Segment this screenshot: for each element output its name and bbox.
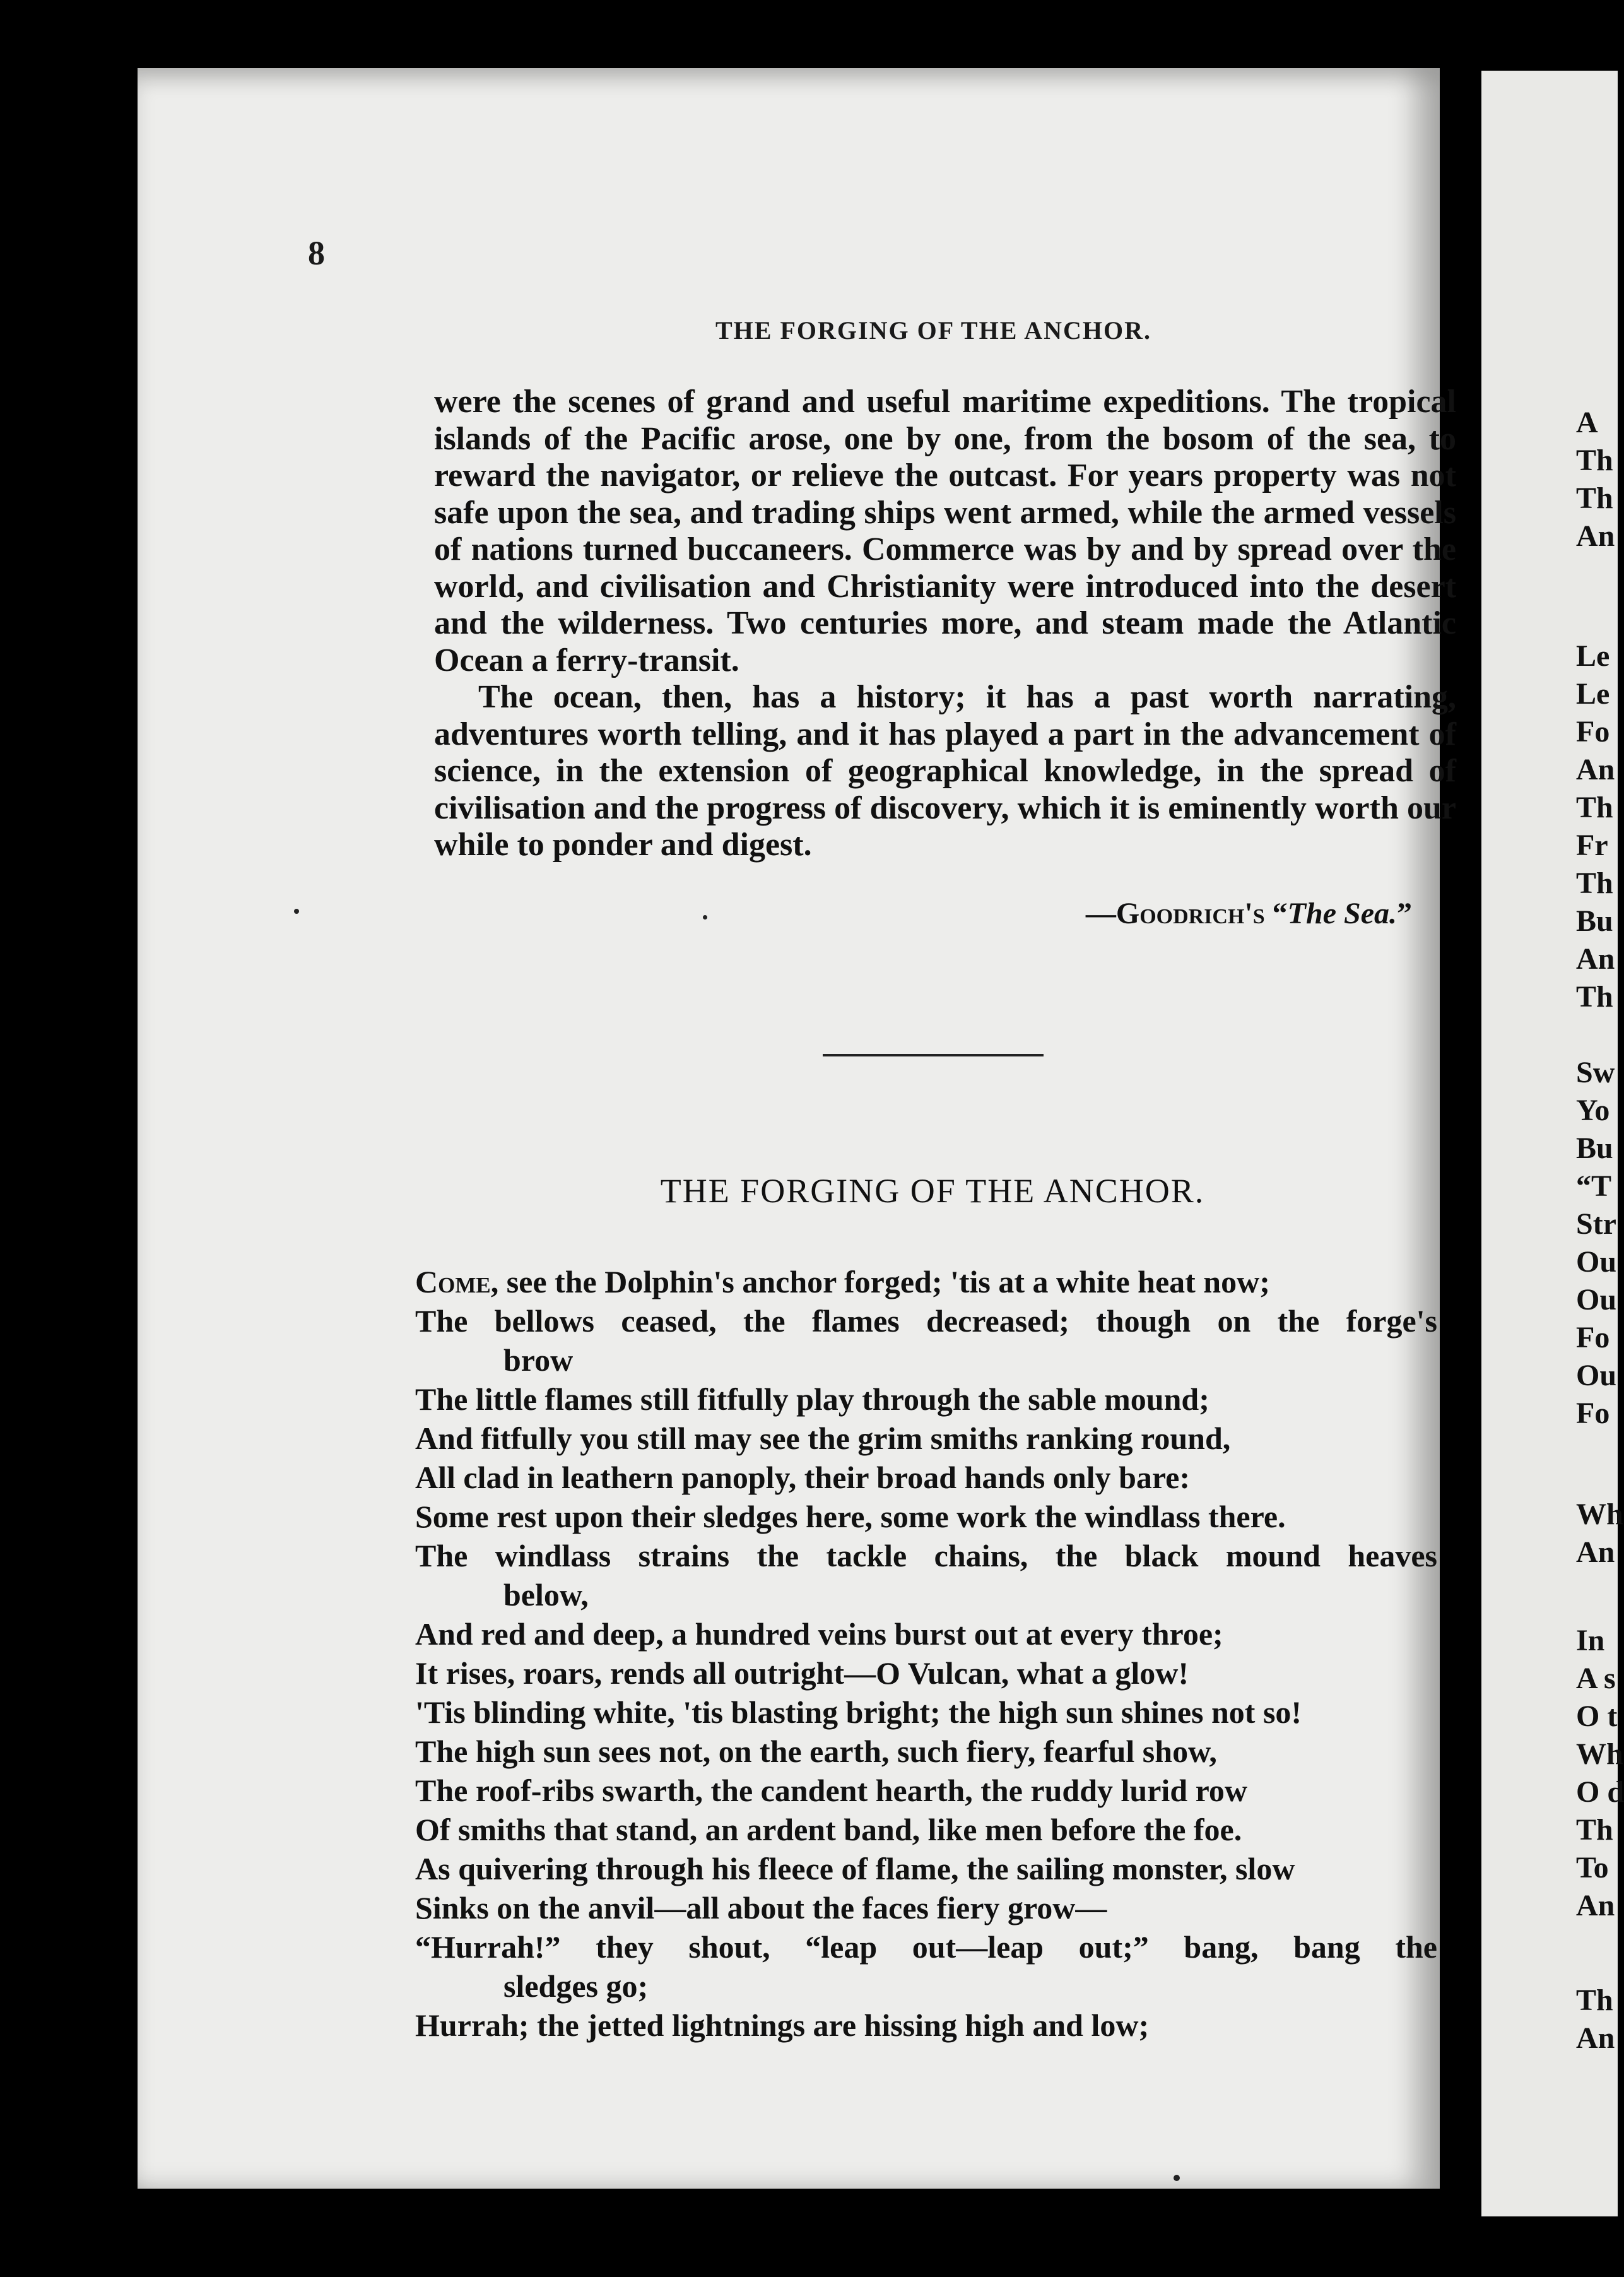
section-divider [823,1054,1044,1056]
facing-line: Fo [1576,1397,1610,1430]
facing-line: Wh [1576,1498,1623,1531]
facing-line: In [1576,1624,1605,1657]
poem-line [415,1262,1437,1301]
facing-line: Ou [1576,1283,1617,1316]
facing-line: A [1576,406,1598,439]
poem-line: And red and deep, a hundred veins burst out at every throe; [415,1616,1223,1652]
poem-line: Some rest upon their sledges here, some work the windlass there. [415,1499,1286,1534]
facing-line: Ou [1576,1245,1617,1279]
facing-line: Th [1576,980,1613,1014]
facing-line: Th [1576,791,1613,824]
poem-line-turnover: sledges go; [503,1968,649,2004]
facing-line: A s [1576,1662,1616,1695]
facing-line: Yo [1576,1094,1610,1127]
facing-line: Th [1576,866,1613,900]
facing-line: O t [1576,1700,1618,1733]
poem-line-turnover: brow [503,1342,574,1378]
attribution-work: The Sea. [1287,897,1397,930]
poem-first-word: Come [415,1264,491,1299]
facing-line: Le [1576,677,1610,711]
poem-first-line-rest: , see the Dolphin's anchor forged; 'tis at a white heat now; [490,1264,1270,1299]
attribution-author: Goodrich's [1115,897,1265,930]
poem-line: The windlass strains the tackle chains, the black mound heaves [415,1538,1437,1573]
poem-body [415,1262,1437,2045]
facing-line: An [1576,942,1615,976]
poem-title: THE FORGING OF THE ANCHOR. [660,1172,1205,1210]
running-head: THE FORGING OF THE ANCHOR. [715,316,1151,345]
facing-line: Th [1576,1984,1613,2017]
facing-line: Le [1576,639,1610,673]
poem-line: And fitfully you still may see the grim smiths ranking round, [415,1421,1231,1456]
poem-line: The bellows ceased, the flames decreased; though on the forge's [415,1303,1437,1339]
poem-line: Sinks on the anvil—all about the faces fiery grow— [415,1890,1107,1925]
poem-line: It rises, roars, rends all outright—O Vulcan, what a glow! [415,1655,1189,1691]
ink-speck [703,915,707,920]
attribution-open-quote: “ [1264,897,1288,930]
ink-speck [1174,2175,1180,2181]
facing-line: Bu [1576,904,1613,938]
facing-line: Th [1576,444,1613,477]
poem-line: Hurrah; the jetted lightnings are hissing high and low; [415,2008,1150,2043]
attribution-dash: — [1085,897,1116,930]
poem-line: The little flames still fitfully play through the sable mound; [415,1381,1209,1417]
prose-paragraph: The ocean, then, has a history; it has a past worth narrating, adventures worth telling, and it has played a part in the advancement of science, in the extension of geographical knowledge, in the spread of civilisation and the progress of discovery, which it is eminently worth our while to ponder and digest. [434,679,1456,863]
page-number: 8 [308,234,325,272]
facing-line: An [1576,1535,1615,1569]
facing-line: O d [1576,1775,1624,1809]
facing-line: To [1576,1851,1609,1884]
facing-line: Fo [1576,715,1610,748]
prose-passage [434,384,1456,864]
poem-line: All clad in leathern panoply, their broad hands only bare: [415,1460,1191,1495]
facing-line: Fo [1576,1321,1610,1354]
poem-line: As quivering through his fleece of flame, the sailing monster, slow [415,1851,1295,1886]
facing-line: Sw [1576,1056,1615,1089]
poem-line: The roof-ribs swarth, the candent hearth, the ruddy lurid row [415,1773,1248,1808]
book-page [138,68,1456,2189]
facing-line: Th [1576,482,1613,515]
attribution-close-quote: ” [1397,897,1412,930]
facing-line: Th [1576,1813,1613,1847]
facing-line: An [1576,2021,1615,2055]
facing-line: Bu [1576,1132,1613,1165]
poem-line: The high sun sees not, on the earth, such fiery, fearful show, [415,1734,1217,1769]
ink-speck [294,909,299,914]
poem-line-turnover: below, [503,1577,589,1612]
facing-line: An [1576,753,1615,786]
prose-paragraph: were the scenes of grand and useful maritime expeditions. The tropical islands of the Pacific arose, one by one, from the bosom of the sea, to reward the navigator, or relieve the outcast. For years property was not safe upon the sea, and trading ships went armed, while the armed vessels of nations turned buccaneers. Commerce was by and by spread over the world, and civilisation and Christianity were introduced into the desert and the wilderness. Two centuries more, and steam made the Atlantic Ocean a ferry-transit. [434,384,1456,678]
facing-line: “T [1576,1169,1612,1203]
facing-line: Wh [1576,1737,1623,1771]
poem-line: 'Tis blinding white, 'tis blasting bright; the high sun shines not so! [415,1694,1302,1730]
facing-page-edge [1481,71,1624,2216]
facing-line: An [1576,1889,1615,1922]
poem-line: “Hurrah!” they shout, “leap out—leap out;” bang, bang the [415,1929,1437,1965]
attribution [768,896,1412,931]
poem-line: Of smiths that stand, an ardent band, like men before the foe. [415,1812,1242,1847]
facing-line: Str [1576,1207,1616,1241]
facing-line: Fr [1576,829,1608,862]
facing-line: An [1576,519,1615,553]
facing-line: Ou [1576,1359,1617,1392]
